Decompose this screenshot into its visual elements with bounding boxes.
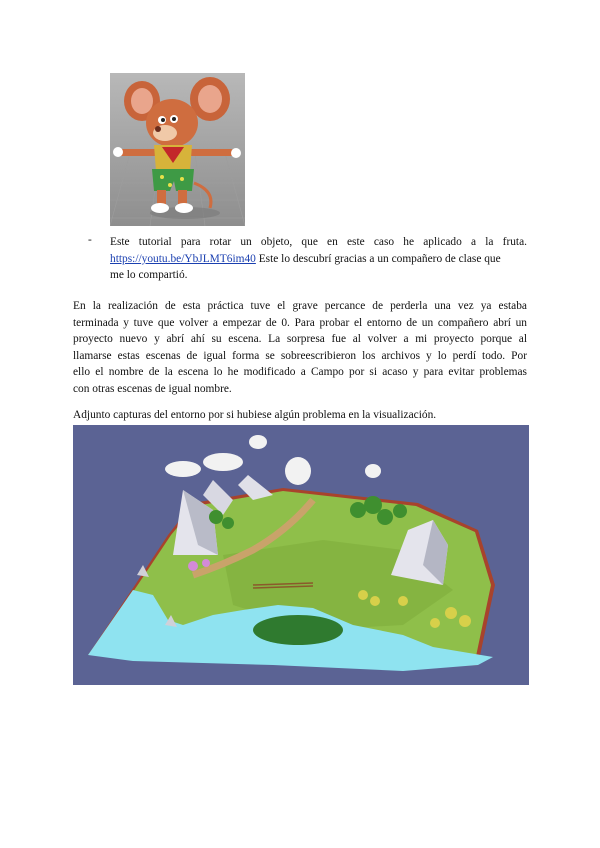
low-poly-island-illustration	[73, 425, 529, 685]
paragraph-line: ello el nombre de la escena lo he modificado a Campo por si acaso y para evitar problemas	[73, 366, 527, 379]
paragraph-line: proyecto nuevo y abrí ahí su escena. La sorpresa fue al volver a mi proyecto porque al	[73, 333, 527, 346]
bullet-line-1: Este tutorial para rotar un objeto, que en este caso he aplicado a la fruta.	[110, 236, 527, 248]
mouse-character-illustration	[110, 73, 245, 226]
bullet-text	[110, 234, 527, 284]
bullet-line-3: me lo compartió.	[110, 269, 188, 282]
paragraph-screenshots-note: Adjunto capturas del entorno por si hubiese algún problema en la visualización.	[73, 409, 437, 421]
character-render-image	[110, 73, 245, 226]
paragraph-line: con otras escenas de igual nombre.	[73, 382, 232, 395]
scene-screenshot	[73, 425, 529, 685]
paragraph-line: terminada y tuve que volver a empezar de 0. Para probar el entorno de un compañero abrí un	[73, 316, 527, 329]
bullet-dash: -	[88, 234, 92, 246]
paragraph-line: En la realización de esta práctica tuve el grave percance de perderla una vez ya estaba	[73, 300, 527, 312]
paragraph-lost-project	[73, 298, 527, 398]
paragraph-line: llamarse estas escenas de igual forma se sobreescribieron los archivos y lo perdí todo. Por	[73, 349, 527, 362]
bullet-line-2	[110, 251, 527, 268]
youtube-link[interactable]: https://youtu.be/YbJLMT6im40	[110, 252, 256, 265]
bullet-line-2-rest: Este lo descubrí gracias a un compañero de clase que	[255, 252, 501, 265]
